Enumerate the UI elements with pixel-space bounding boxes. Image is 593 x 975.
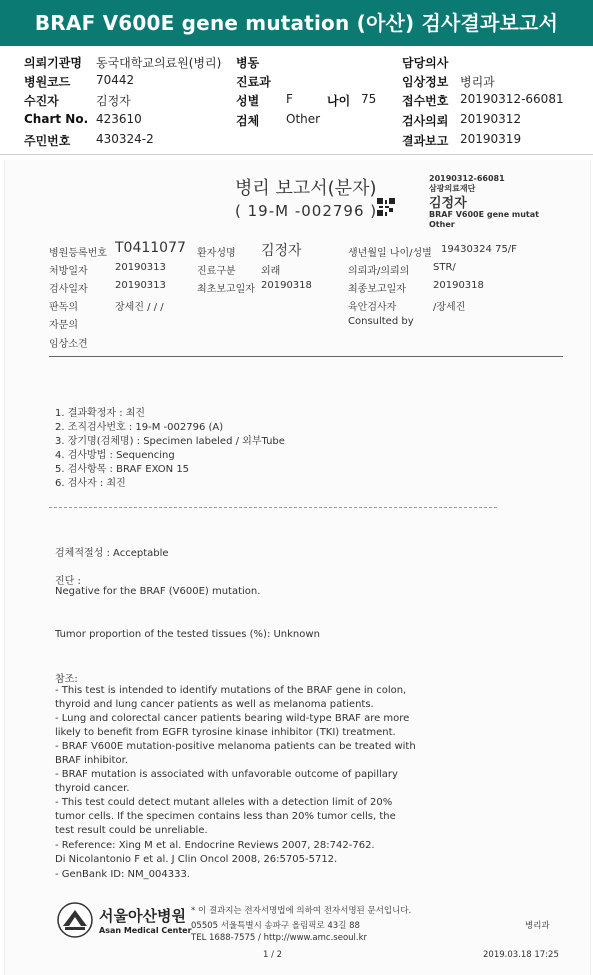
section-divider [49, 356, 563, 357]
hospital-name-en: Asan Medical Center [99, 926, 192, 935]
info-value: 19430324 75/F [441, 244, 517, 255]
result-item: 4. 검사방법 : Sequencing [55, 450, 175, 461]
reference-note: Di Nicolantonio F et al. J Clin Oncol 2008, 26:5705-5712. [55, 854, 338, 865]
label-barcode-number: 20190312-66081 [429, 174, 505, 183]
dashed-divider [49, 507, 497, 508]
result-item: 1. 결과확정자 : 최진 [55, 408, 146, 419]
result-item: 6. 검사자 : 최진 [55, 478, 126, 489]
info-label: 생년월일 나이/성별 [348, 248, 432, 259]
reference-note: - Lung and colorectal cancer patients bearing wild-type BRAF are more [55, 713, 410, 724]
info-label: 검사일자 [49, 284, 88, 295]
info-value: /장세진 [433, 302, 466, 313]
tumor-proportion: Tumor proportion of the tested tissues (%): Unknown [55, 629, 320, 640]
header-label: 담당의사 [402, 56, 449, 70]
info-label: 의뢰과/의뢰의 [348, 266, 410, 277]
label-specimen: Other [429, 220, 455, 229]
reference-note: - BRAF V600E mutation-positive melanoma patients can be treated with [55, 741, 416, 752]
header-label: 나이 [327, 94, 351, 108]
header-label: 접수번호 [402, 94, 449, 108]
info-label: 환자성명 [197, 248, 236, 259]
header-value: 75 [361, 92, 377, 106]
report-title: BRAF V600E gene mutation (아산) 검사결과보고서 [0, 0, 593, 46]
header-label: 성별 [236, 94, 260, 108]
header-value: 20190312-66081 [460, 92, 564, 106]
info-value: 외래 [261, 266, 281, 277]
header-value: 병리과 [460, 75, 495, 89]
reference-label: 참조: [55, 674, 78, 685]
qr-code-icon [377, 198, 395, 216]
header-label: 검체 [236, 114, 260, 128]
reference-note: - This test could detect mutant alleles with a detection limit of 20% [55, 797, 393, 808]
page-number: 1 / 2 [263, 950, 283, 960]
info-value: 김정자 [261, 243, 302, 259]
patient-header [0, 54, 593, 150]
header-label: Chart No. [24, 112, 89, 126]
scanned-report [4, 160, 591, 975]
header-value: Other [286, 112, 321, 126]
reference-note: BRAF inhibitor. [55, 755, 128, 766]
header-value: 동국대학교의료원(병리) [96, 56, 222, 70]
info-value: 20190313 [115, 262, 166, 273]
label-lab-name: 삼광의료재단 [429, 184, 476, 193]
info-label: 육안검사자 [348, 302, 397, 313]
info-label: 최종보고일자 [348, 284, 406, 295]
reference-note: tumor cells. If the specimen contains less than 20% tumor cells, the [55, 811, 396, 822]
header-label: 임상정보 [402, 75, 449, 89]
reference-note: - This test is intended to identify mutations of the BRAF gene in colon, [55, 685, 407, 696]
header-value: 70442 [96, 73, 135, 87]
header-value: 20190312 [460, 112, 522, 126]
info-label: Consulted by [348, 316, 414, 327]
report-heading: 병리 보고서(분자) [235, 178, 377, 199]
info-label: 처방일자 [49, 266, 88, 277]
header-value: 김정자 [96, 94, 131, 108]
info-value: 장세진 / / / [115, 302, 164, 313]
header-label: 의뢰기관명 [24, 56, 82, 70]
hospital-logo-icon [57, 902, 93, 938]
header-value: F [286, 92, 293, 106]
reference-note: - Reference: Xing M et al. Endocrine Reviews 2007, 28:742-762. [55, 840, 375, 851]
report-number: ( 19-M -002796 ) [235, 202, 378, 220]
reference-note: - BRAF mutation is associated with unfavorable outcome of papillary [55, 769, 398, 780]
result-item: 5. 검사항목 : BRAF EXON 15 [55, 464, 190, 475]
diagnosis-text: Negative for the BRAF (V600E) mutation. [55, 586, 261, 597]
header-label: 수진자 [24, 94, 59, 108]
result-item: 2. 조직검사번호 : 19-M -002796 (A) [55, 422, 224, 433]
reference-note: thyroid and lung cancer patients as well as melanoma patients. [55, 699, 374, 710]
reference-note: - GenBank ID: NM_004333. [55, 869, 190, 880]
header-divider [0, 154, 593, 155]
department: 병리과 [525, 921, 550, 931]
specimen-adequacy: 검체적절성 : Acceptable [55, 548, 169, 559]
reference-note: likely to benefit from EGFR tyrosine kinase inhibitor (TKI) treatment. [55, 727, 396, 738]
info-value: 20190313 [115, 280, 166, 291]
header-value: 430324-2 [96, 132, 154, 146]
result-item: 3. 장기명(검체명) : Specimen labeled / 외부Tube [55, 436, 285, 447]
info-value: STR/ [433, 262, 456, 273]
diagnosis-label: 진단 : [55, 576, 81, 587]
header-label: 진료과 [236, 75, 271, 89]
info-value: T0411077 [115, 240, 186, 256]
label-patient-name: 김정자 [429, 196, 467, 211]
hospital-contact: TEL 1688-7575 / http://www.amc.seoul.kr [191, 933, 368, 943]
reference-note: thyroid cancer. [55, 783, 130, 794]
header-label: 병원코드 [24, 75, 71, 89]
header-label: 주민번호 [24, 134, 71, 148]
header-label: 결과보고 [402, 134, 449, 148]
header-value: 423610 [96, 112, 142, 126]
print-datetime: 2019.03.18 17:25 [483, 950, 559, 960]
info-value: 20190318 [433, 280, 484, 291]
info-label: 병원등록번호 [49, 248, 107, 259]
hospital-address: 05505 서울특별시 송파구 올림픽로 43길 88 [191, 921, 360, 931]
info-label: 판독의 [49, 302, 78, 313]
info-label: 자문의 [49, 320, 78, 331]
hospital-name: 서울아산병원 [99, 907, 186, 925]
label-test-name: BRAF V600E gene mutat [429, 210, 539, 219]
header-label: 검사의뢰 [402, 114, 449, 128]
info-label: 최초보고일자 [197, 284, 255, 295]
header-label: 병동 [236, 56, 260, 70]
reference-note: test result could be unreliable. [55, 825, 208, 836]
header-value: 20190319 [460, 132, 522, 146]
e-signature-notice: * 이 결과지는 전자서명법에 의하여 전자서명된 문서입니다. [191, 906, 412, 916]
info-value: 20190318 [261, 280, 312, 291]
info-label: 진료구분 [197, 266, 236, 277]
info-label: 임상소견 [49, 339, 88, 350]
